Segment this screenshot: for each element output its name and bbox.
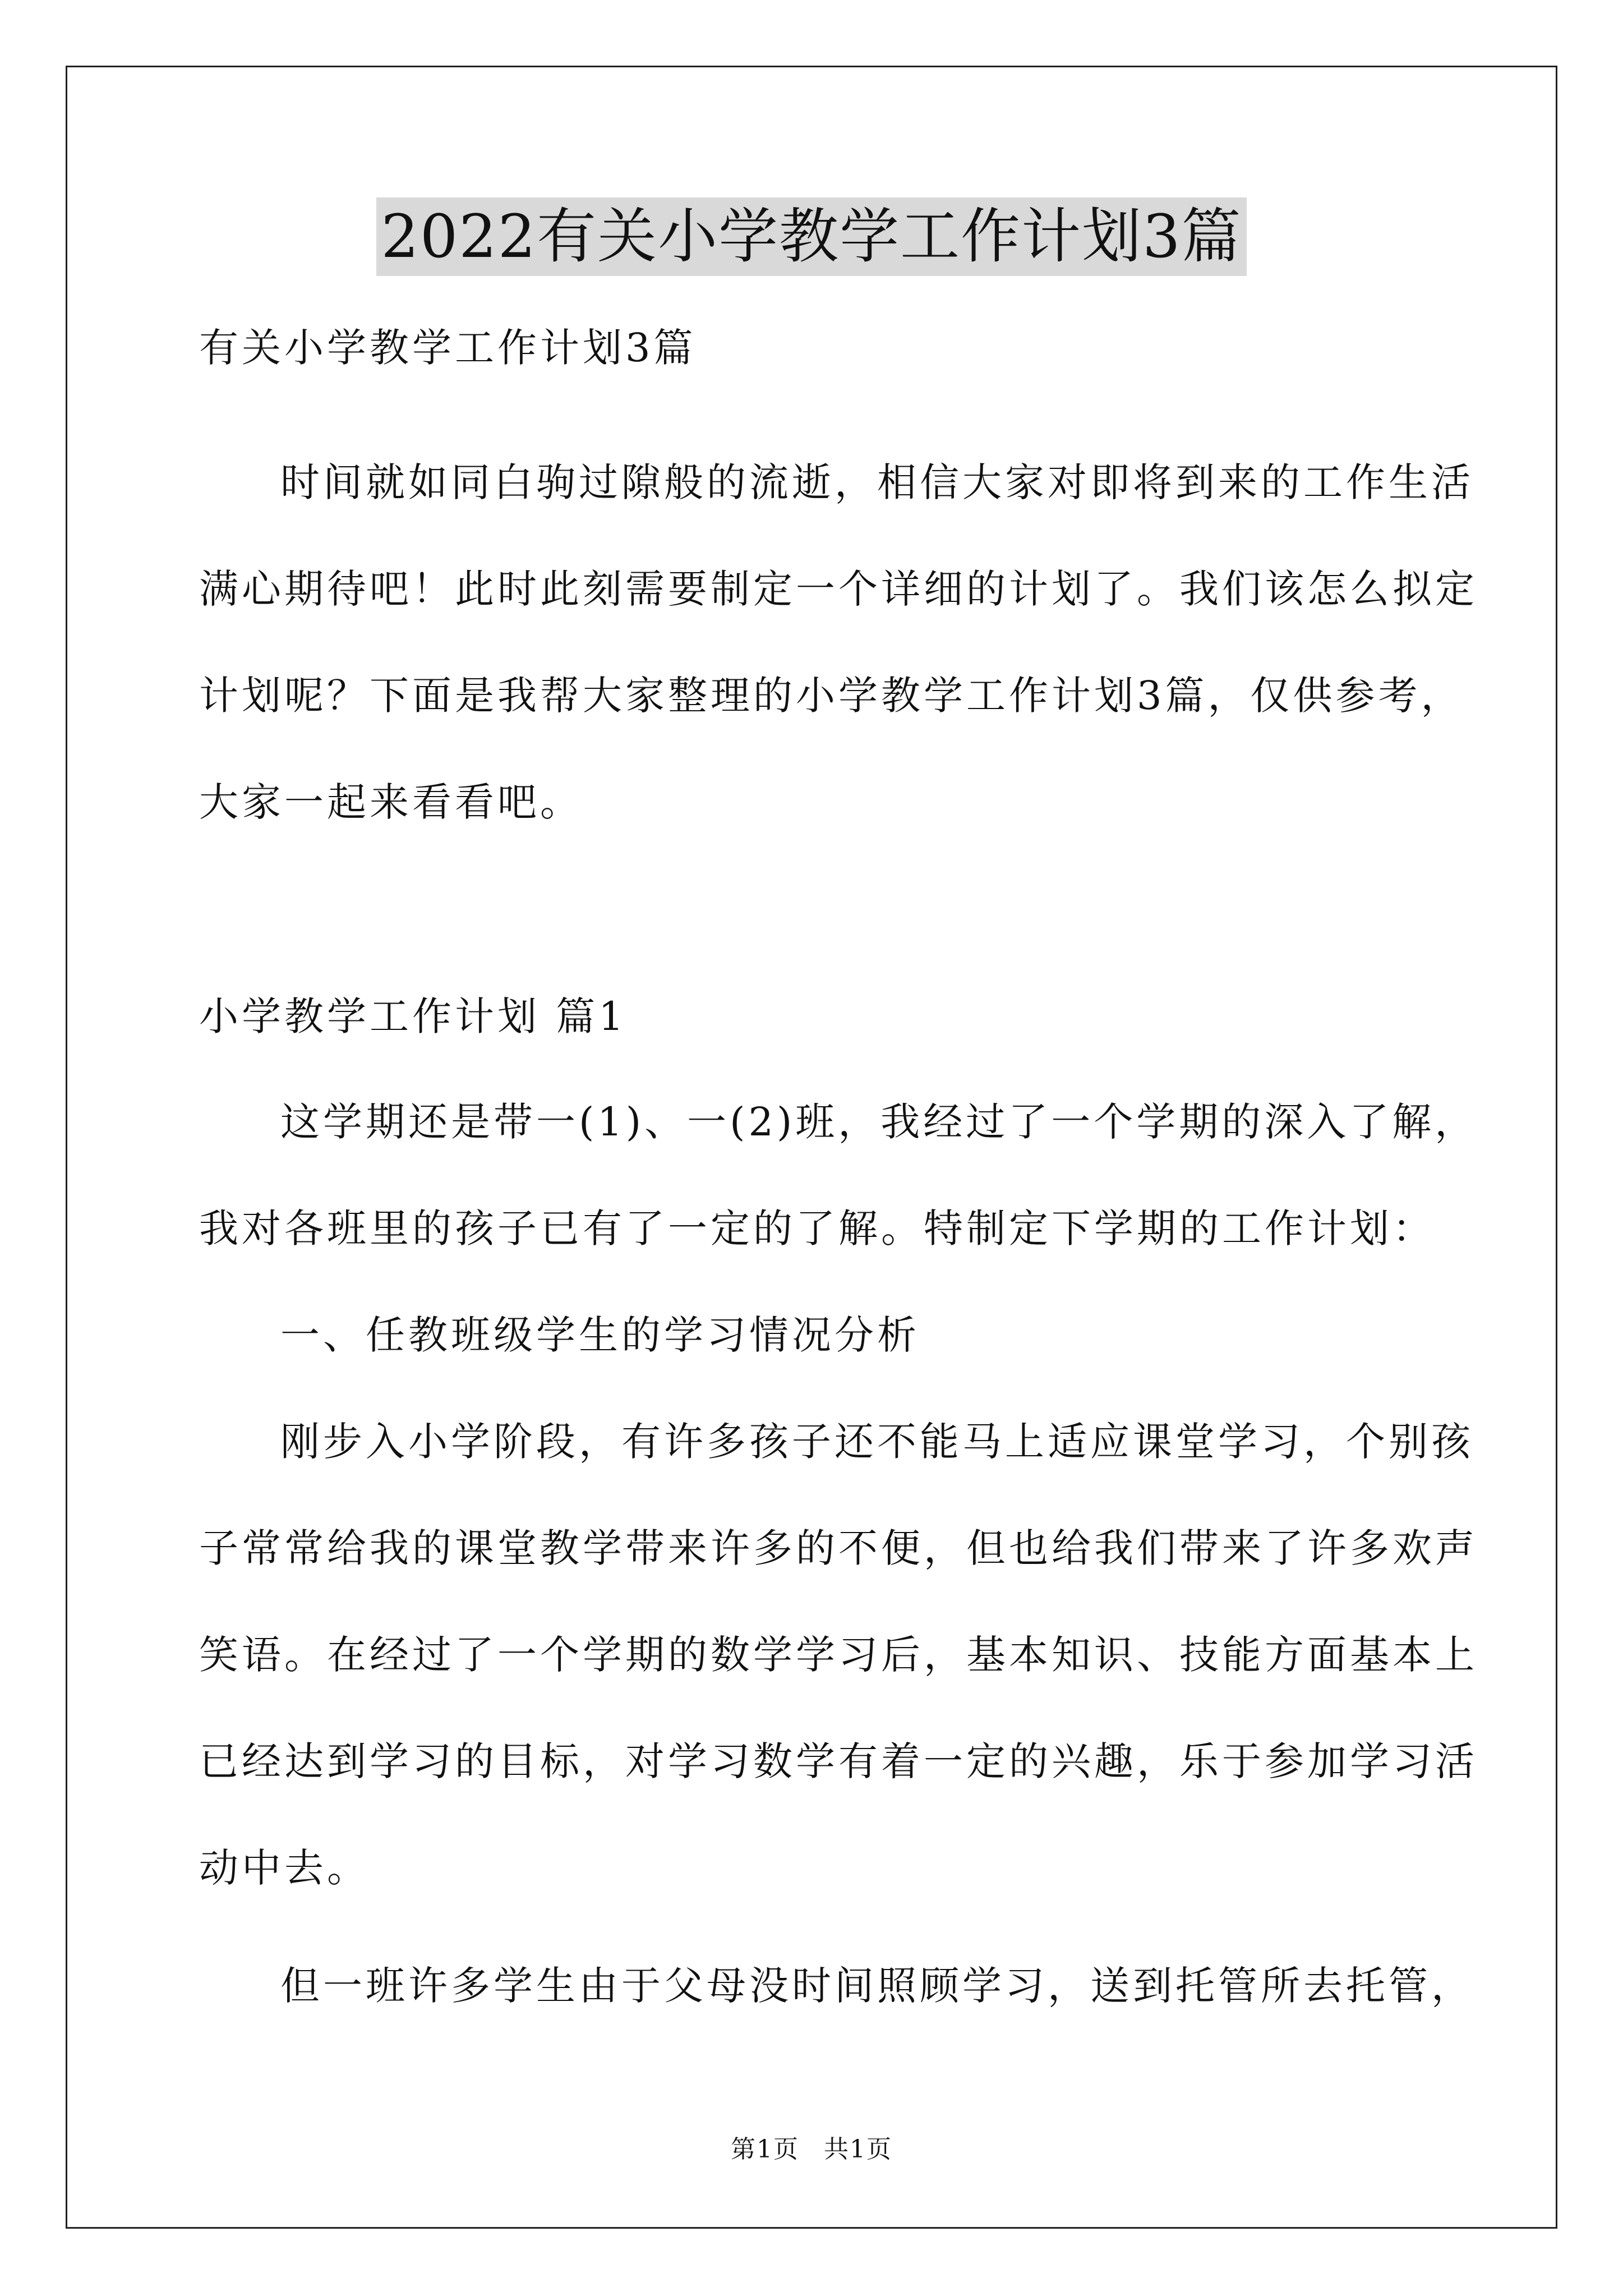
document-title: 2022有关小学教学工作计划3篇 xyxy=(376,197,1246,276)
paragraph-line: 已经达到学习的目标，对学习数学有着一定的兴趣，乐于参加学习活 xyxy=(199,1738,1478,1784)
page-footer xyxy=(0,2133,1623,2166)
intro-line: 计划呢？下面是我帮大家整理的小学教学工作计划3篇，仅供参考， xyxy=(199,673,1464,719)
paragraph-line: 我对各班里的孩子已有了一定的了解。特制定下学期的工作计划： xyxy=(199,1205,1435,1251)
intro-line: 大家一起来看看吧。 xyxy=(199,779,583,825)
page-total: 共1页 xyxy=(824,2135,892,2164)
intro-line: 时间就如同白驹过隙般的流逝，相信大家对即将到来的工作生活 xyxy=(280,459,1474,505)
page-number: 第1页 xyxy=(731,2135,799,2164)
subheading: 一、任教班级学生的学习情况分析 xyxy=(280,1312,920,1358)
intro-line: 满心期待吧！此时此刻需要制定一个详细的计划了。我们该怎么拟定 xyxy=(199,566,1478,612)
section-heading: 小学教学工作计划 篇1 xyxy=(199,993,627,1039)
title-container xyxy=(0,197,1623,276)
paragraph-line: 笑语。在经过了一个学期的数学学习后，基本知识、技能方面基本上 xyxy=(199,1632,1478,1678)
paragraph-line: 动中去。 xyxy=(199,1845,370,1891)
document-subtitle: 有关小学教学工作计划3篇 xyxy=(199,325,697,371)
paragraph-line: 刚步入小学阶段，有许多孩子还不能马上适应课堂学习，个别孩 xyxy=(280,1419,1474,1465)
paragraph-line: 但一班许多学生由于父母没时间照顾学习，送到托管所去托管， xyxy=(280,1963,1474,2009)
paragraph-line: 子常常给我的课堂教学带来许多的不便，但也给我们带来了许多欢声 xyxy=(199,1525,1478,1571)
paragraph-line: 这学期还是带一(1)、一(2)班，我经过了一个学期的深入了解， xyxy=(280,1099,1478,1145)
